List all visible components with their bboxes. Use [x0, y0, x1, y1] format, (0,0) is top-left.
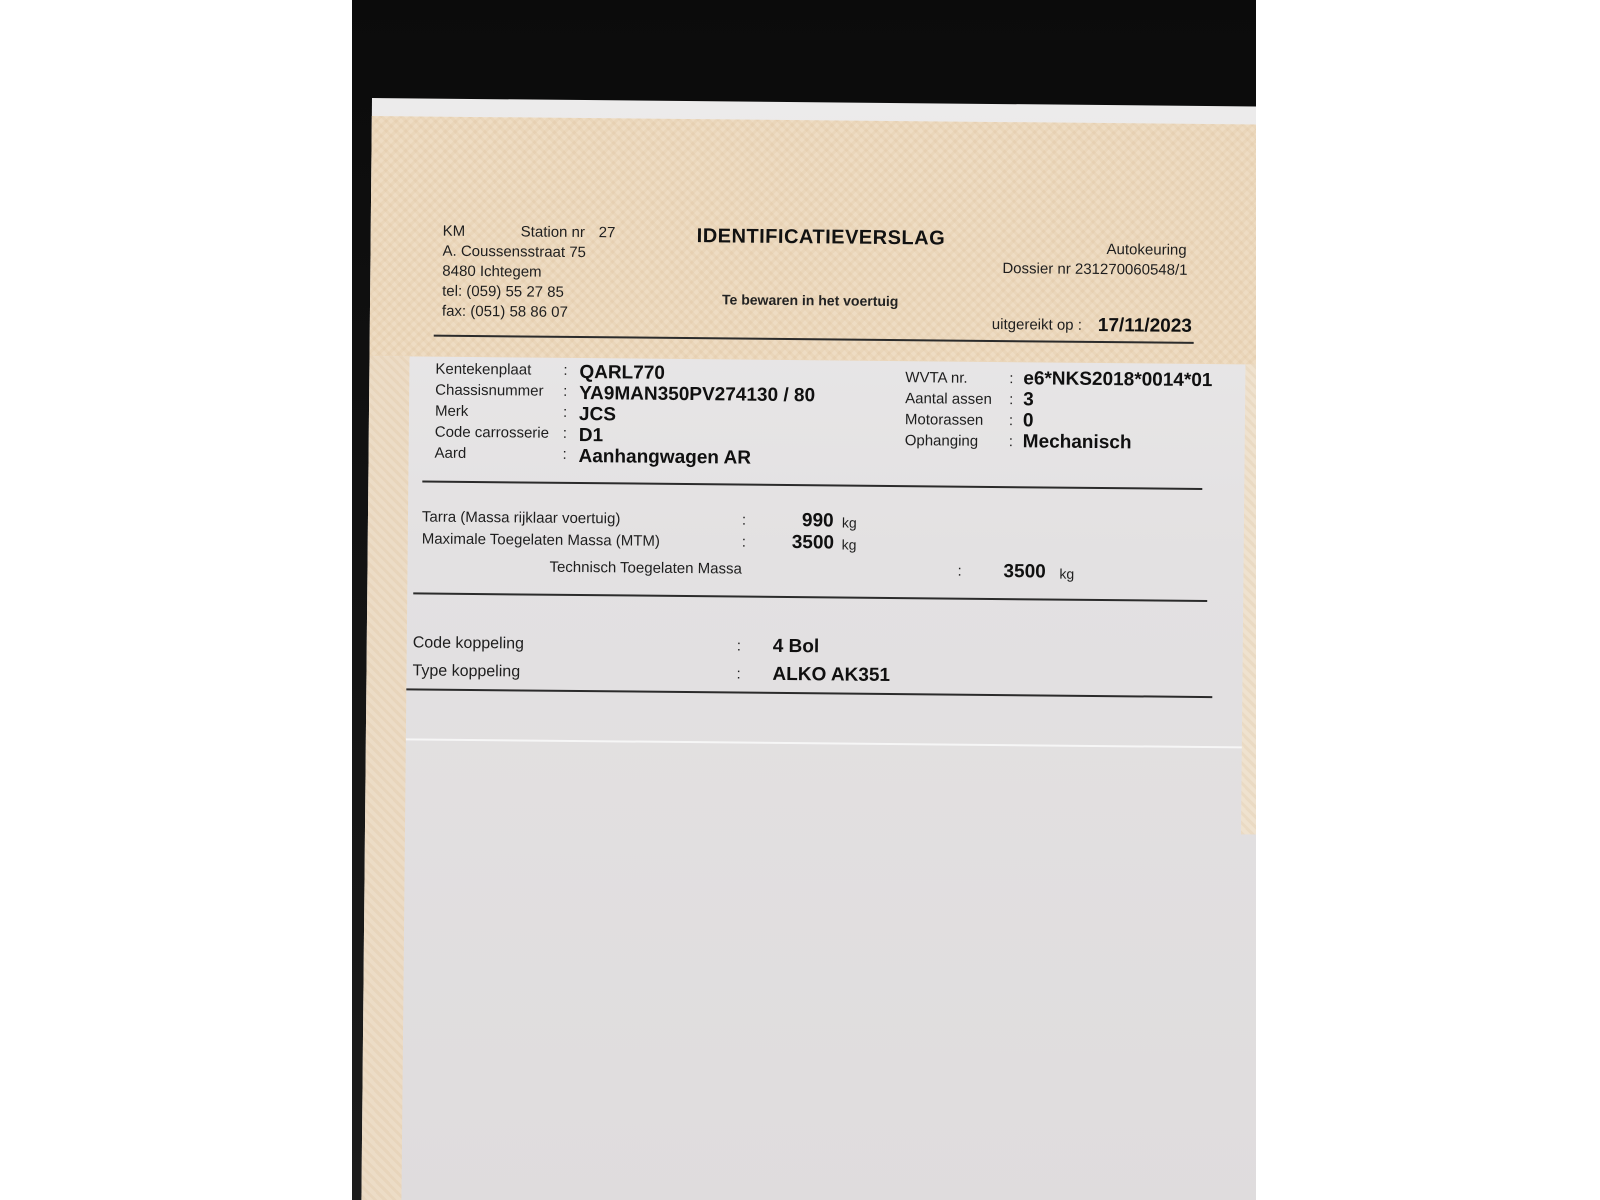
org-code: KM — [442, 222, 466, 240]
axle-count-value: 3 — [1023, 389, 1034, 411]
coupling-code-label: Code koppeling — [412, 634, 525, 653]
address-city: 8480 Ichtegem — [442, 262, 542, 281]
max-mass-value: 3500 — [791, 532, 835, 554]
license-plate-label: Kentekenplaat — [435, 360, 532, 379]
separator: : — [562, 424, 568, 442]
wvta-value: e6*NKS2018*0014*01 — [1023, 368, 1213, 392]
suspension-value: Mechanisch — [1022, 431, 1132, 454]
issued-label: uitgereikt op : — [991, 315, 1082, 334]
separator: : — [563, 361, 568, 379]
address-street: A. Coussensstraat 75 — [442, 242, 587, 262]
coupling-code-value: 4 Bol — [772, 635, 820, 658]
separator: : — [957, 562, 962, 580]
chassis-number-value: YA9MAN350PV274130 / 80 — [579, 383, 816, 407]
body-code-value: D1 — [578, 425, 604, 447]
tare-mass-label: Tarra (Massa rijklaar voertuig) — [421, 508, 621, 528]
max-mass-label: Maximale Toegelaten Massa (MTM) — [421, 530, 660, 550]
mass-divider — [413, 592, 1207, 602]
issued-date: 17/11/2023 — [1097, 314, 1192, 337]
phone-number: tel: (059) 55 27 85 — [442, 282, 564, 301]
separator: : — [1008, 433, 1013, 451]
security-pattern-right — [1241, 364, 1256, 834]
body-code-label: Code carrosserie — [434, 423, 550, 442]
suspension-label: Ophanging — [904, 432, 979, 450]
max-mass-unit: kg — [841, 536, 857, 553]
fax-number: fax: (051) 58 86 07 — [441, 302, 568, 321]
technical-mass-label: Technisch Toegelaten Massa — [549, 558, 742, 578]
vehicle-kind-label: Aard — [434, 444, 467, 462]
separator: : — [736, 637, 742, 655]
separator: : — [563, 382, 568, 400]
security-pattern-left — [361, 356, 409, 1200]
vehicle-kind-value: Aanhangwagen AR — [578, 445, 752, 469]
coupling-type-label: Type koppeling — [412, 662, 521, 681]
brand-name: Autokeuring — [1106, 241, 1187, 259]
technical-mass-unit: kg — [1059, 565, 1075, 582]
identification-report-paper — [361, 98, 1256, 1200]
dossier-number: Dossier nr 231270060548/1 — [1002, 260, 1188, 279]
document-subtitle: Te bewaren in het voertuig — [722, 291, 899, 310]
axle-count-label: Aantal assen — [905, 390, 992, 408]
make-value: JCS — [578, 404, 617, 426]
tare-mass-unit: kg — [841, 514, 857, 531]
station-number: 27 — [598, 224, 616, 242]
document-photo — [352, 0, 1256, 1200]
technical-mass-value: 3500 — [1003, 561, 1046, 583]
powered-axles-value: 0 — [1022, 410, 1034, 432]
wvta-label: WVTA nr. — [905, 369, 968, 387]
separator: : — [1008, 412, 1014, 430]
coupling-divider — [406, 688, 1212, 698]
vehicle-divider — [422, 481, 1202, 490]
separator: : — [741, 511, 747, 529]
document-title: IDENTIFICATIEVERSLAG — [696, 225, 946, 250]
chassis-number-label: Chassisnummer — [435, 381, 544, 400]
station-label: Station nr — [520, 223, 586, 242]
make-label: Merk — [434, 402, 469, 420]
license-plate-value: QARL770 — [579, 362, 666, 384]
tare-mass-value: 990 — [801, 510, 834, 532]
powered-axles-label: Motorassen — [904, 411, 984, 429]
coupling-type-value: ALKO AK351 — [772, 663, 891, 686]
separator: : — [562, 445, 567, 463]
paper-fold — [406, 738, 1242, 748]
separator: : — [741, 533, 747, 551]
separator: : — [1009, 370, 1014, 388]
separator: : — [562, 403, 568, 421]
separator: : — [736, 665, 741, 683]
separator: : — [1009, 391, 1014, 409]
